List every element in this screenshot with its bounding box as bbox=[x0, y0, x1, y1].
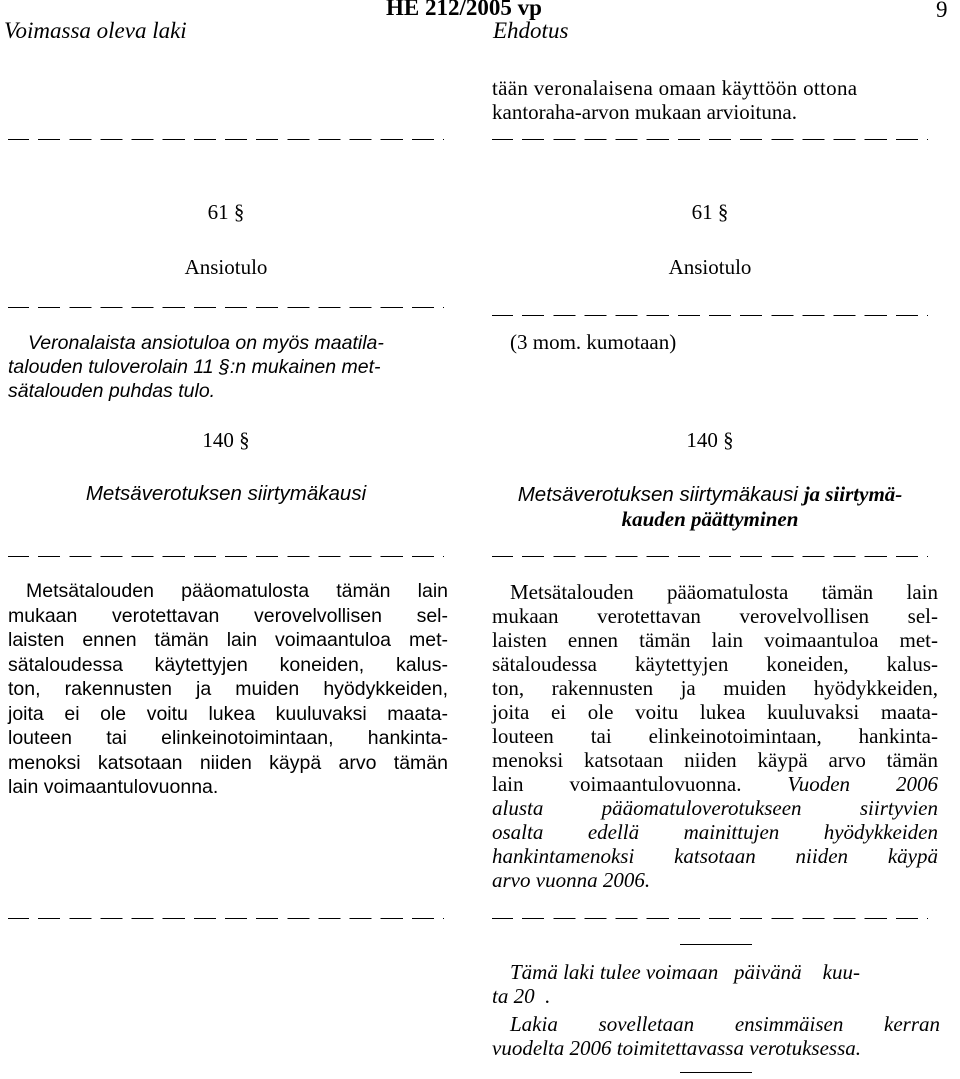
omission-line bbox=[8, 139, 444, 140]
text-line: Tämä laki tulee voimaan päivänä kuu- bbox=[510, 960, 860, 984]
text-line: Metsätalouden pääomatulosta tämän lain bbox=[26, 580, 448, 602]
header-right-label: Ehdotus bbox=[493, 18, 569, 43]
text-line: joita ei ole voitu lukea kuuluvaksi maata- bbox=[492, 700, 938, 724]
omission-line bbox=[8, 556, 444, 557]
text-line: talouden tuloverolain 11 §:n mukainen met- bbox=[8, 356, 381, 378]
text-line: sätalouden puhdas tulo. bbox=[8, 380, 216, 402]
title-bold-1: ja siirtymä- bbox=[803, 482, 903, 506]
text-line: louteen tai elinkeinotoimintaan, hankinta- bbox=[492, 724, 938, 748]
right-section-61-text: (3 mom. kumotaan) bbox=[510, 330, 677, 354]
text-line: joita ei ole voitu lukea kuuluvaksi maata- bbox=[8, 702, 448, 725]
left-section-140-number: 140 § bbox=[202, 428, 250, 452]
right-section-61-title: Ansiotulo bbox=[668, 255, 752, 279]
left-section-61-title: Ansiotulo bbox=[184, 255, 268, 279]
text-line: osalta edellä mainittujen hyödykkeiden bbox=[492, 820, 938, 844]
text-line bbox=[492, 772, 938, 796]
omission-line bbox=[492, 315, 928, 316]
header-left-label: Voimassa oleva laki bbox=[4, 18, 187, 43]
text-plain: lain voimaantulovuonna. bbox=[492, 772, 742, 796]
text-line: laisten ennen tämän lain voimaantuloa met- bbox=[492, 628, 938, 652]
right-intro-line-2: kantoraha-arvon mukaan arvioituna. bbox=[492, 100, 797, 124]
text-line: sätaloudessa käytettyjen koneiden, kalus- bbox=[492, 652, 938, 676]
omission-line bbox=[8, 918, 444, 919]
text-line: lain voimaantulovuonna. bbox=[8, 776, 219, 798]
text-line: alusta pääomatuloverotukseen siirtyvien bbox=[492, 796, 938, 820]
left-section-140-title: Metsäverotuksen siirtymäkausi bbox=[85, 482, 367, 505]
separator-rule bbox=[680, 1072, 752, 1073]
right-section-140-number: 140 § bbox=[686, 428, 734, 452]
text-line: laisten ennen tämän lain voimaantuloa met- bbox=[8, 629, 448, 651]
left-section-61-text bbox=[8, 331, 454, 403]
text-line: Metsätalouden pääomatulosta tämän lain bbox=[510, 580, 938, 604]
omission-line bbox=[8, 307, 444, 308]
omission-line bbox=[492, 918, 928, 919]
title-bold-2: kauden päättyminen bbox=[621, 507, 799, 531]
text-line: sätaloudessa käytettyjen koneiden, kalus- bbox=[8, 653, 448, 676]
text-line: ta 20 . bbox=[492, 984, 551, 1008]
text-italic: Vuoden 2006 bbox=[787, 772, 938, 796]
text-line: menoksi katsotaan niiden käypä arvo tämän bbox=[492, 748, 938, 772]
text-line: vuodelta 2006 toimitettavassa verotuksessa. bbox=[492, 1036, 861, 1060]
text-line: ton, rakennusten ja muiden hyödykkeiden, bbox=[492, 676, 938, 700]
right-intro bbox=[492, 76, 940, 124]
text-line: arvo vuonna 2006. bbox=[492, 868, 651, 892]
title-plain: Metsäverotuksen siirtymäkausi bbox=[517, 483, 798, 506]
right-section-140-title bbox=[492, 482, 928, 532]
text-line: hankintamenoksi katsotaan niiden käypä bbox=[492, 844, 938, 868]
omission-line bbox=[492, 556, 928, 557]
page-number: 9 bbox=[936, 0, 948, 22]
right-intro-line-1: tään veronalaisena omaan käyttöön ottona bbox=[492, 76, 858, 100]
left-section-61-number: 61 § bbox=[207, 200, 245, 224]
text-line: ton, rakennusten ja muiden hyödykkeiden, bbox=[8, 678, 448, 700]
separator-rule bbox=[680, 944, 752, 945]
text-line: menoksi katsotaan niiden käypä arvo tämän bbox=[8, 751, 448, 774]
left-section-140-text bbox=[8, 579, 448, 800]
text-line: Lakia sovelletaan ensimmäisen kerran bbox=[510, 1012, 940, 1036]
application-clause bbox=[492, 1012, 940, 1060]
text-line: louteen tai elinkeinotoimintaan, hankinta- bbox=[8, 727, 448, 749]
right-section-61-number: 61 § bbox=[691, 200, 729, 224]
omission-line bbox=[492, 139, 928, 140]
text-line: mukaan verotettavan verovelvollisen sel- bbox=[8, 604, 448, 627]
document-id: HE 212/2005 vp bbox=[386, 0, 542, 20]
text-line: Veronalaista ansiotuloa on myös maatila- bbox=[28, 332, 384, 354]
entry-into-force bbox=[492, 960, 940, 1008]
text-line: mukaan verotettavan verovelvollisen sel- bbox=[492, 604, 938, 628]
right-section-140-text bbox=[492, 580, 938, 892]
